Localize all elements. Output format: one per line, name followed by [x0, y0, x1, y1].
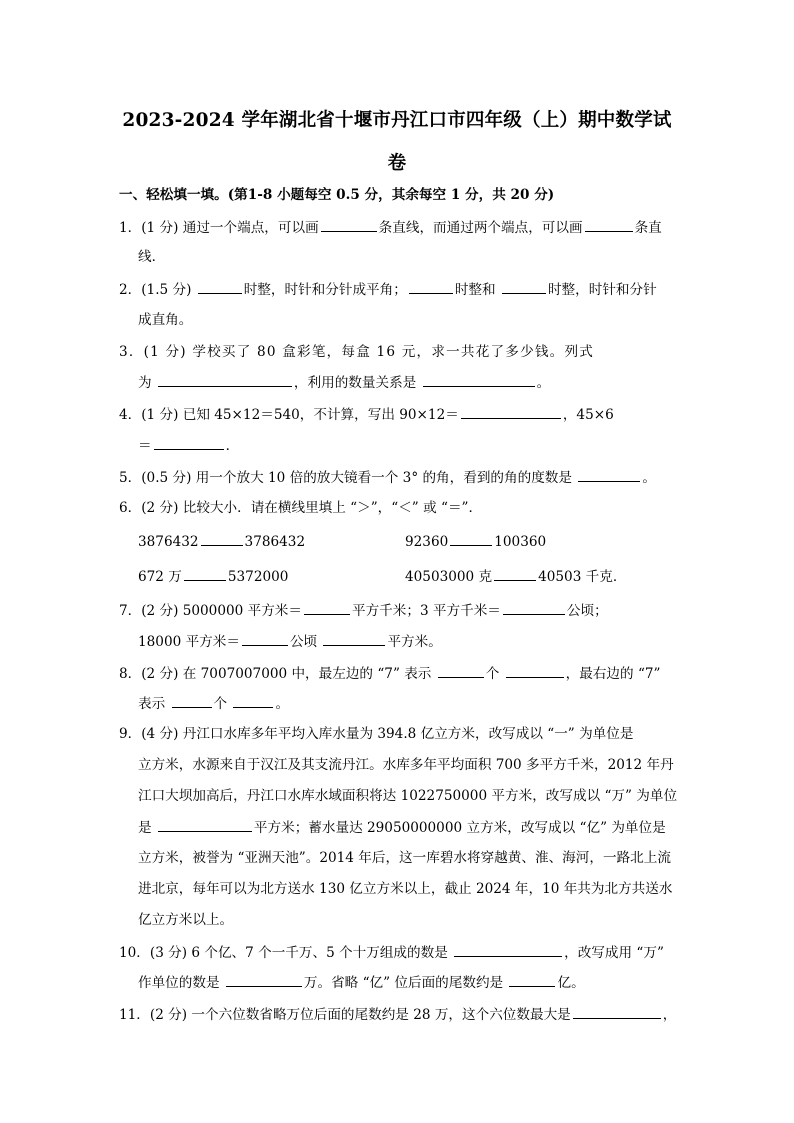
answer-blank[interactable] — [201, 532, 243, 546]
q6-compare-4 — [405, 567, 626, 586]
answer-blank[interactable] — [461, 405, 561, 419]
q9-line-3: 江口大坝加高后，丹江口水库水域面积将达 1022750000 平方米，改写成以 “万” 为单位 — [138, 788, 678, 804]
q6-text-a: 6．(2 分) 比较大小．请在横线里填上 “＞”，“＜” 或 “＝”． — [119, 500, 483, 516]
q6-compare-1 — [138, 532, 305, 551]
answer-blank[interactable] — [198, 280, 242, 294]
q9-line-7: 亿立方米以上。 — [138, 912, 234, 928]
q1-text-b: 条直线，而通过两个端点，可以画 — [378, 220, 583, 236]
q8-text-b: 个 — [485, 666, 500, 682]
q7-text-a: 7．(2 分) 5000000 平方米＝ — [119, 603, 302, 619]
q7-text-d: 18000 平方米＝ — [138, 634, 240, 650]
question-3-line2 — [138, 373, 550, 392]
answer-blank[interactable] — [502, 280, 546, 294]
answer-blank[interactable] — [242, 632, 288, 646]
answer-blank[interactable] — [494, 567, 536, 581]
q9-line-2: 立方米，水源来自于汉江及其支流丹江。水库多年平均面积 700 多平方千米，2012 年丹 — [138, 757, 674, 773]
q9-text: 平方米；蓄水量达 29050000000 立方米，改写成以 “亿” 为单位是 — [253, 820, 666, 836]
question-4-line2 — [138, 436, 239, 455]
question-7 — [119, 601, 608, 620]
exam-title-line2: 卷 — [387, 153, 407, 174]
answer-blank[interactable] — [233, 694, 273, 708]
answer-blank[interactable] — [573, 1005, 661, 1019]
q6-value: 40503 千克． — [538, 569, 627, 585]
q3-text-b: 为 — [138, 375, 152, 391]
answer-blank[interactable] — [454, 943, 562, 957]
q6-value: 672 万 — [138, 569, 182, 585]
question-8-line2 — [138, 694, 289, 713]
q2-text-d: 时整，时针和分针 — [547, 282, 657, 298]
q7-text-b: 平方千米；3 平方千米＝ — [351, 603, 501, 619]
answer-blank[interactable] — [438, 664, 484, 678]
answer-blank[interactable] — [154, 436, 224, 450]
q2-text-e: 成直角。 — [138, 312, 193, 328]
question-4 — [119, 405, 614, 424]
section-heading: 一、轻松填一填。(第1-8 小题每空 0.5 分，其余每空 1 分，共 20 分) — [119, 187, 555, 203]
q10-text-b: ，改写成用 “万” — [564, 945, 664, 961]
q11-text-a: 11．(2 分) 一个六位数省略万位后面的尾数约是 28 万，这个六位数最大是 — [119, 1007, 571, 1023]
question-10-line2 — [138, 973, 585, 992]
q3-text-a: 3．(1 分) 学校买了 80 盒彩笔，每盒 16 元，求一共花了多少钱。列式 — [119, 344, 595, 360]
q1-text-c: 条直 — [634, 220, 662, 236]
q9-line-1: 9．(4 分) 丹江口水库多年平均入库水量为 394.8 亿立方米，改写成以 “一” 为单位是 — [119, 726, 634, 742]
q6-compare-3 — [138, 567, 288, 586]
question-2 — [119, 280, 657, 299]
q2-text-b: 时整，时针和分针成平角； — [243, 282, 407, 298]
q5-text-b: 。 — [642, 470, 656, 486]
q2-text-a: 2．(1.5 分) — [119, 282, 192, 298]
answer-blank[interactable] — [503, 601, 565, 615]
q4-text-b: ，45×6 — [562, 407, 614, 423]
answer-blank[interactable] — [509, 973, 555, 987]
q8-text-a: 8．(2 分) 在 7007007000 中，最左边的 “7” 表示 — [119, 666, 432, 682]
question-10 — [119, 943, 664, 962]
q6-value: 100360 — [494, 534, 547, 550]
answer-blank[interactable] — [158, 373, 292, 387]
q10-text-d: 万。省略 “亿” 位后面的尾数约是 — [303, 975, 504, 991]
q9-line-4 — [138, 818, 666, 837]
question-1 — [119, 218, 662, 237]
answer-blank[interactable] — [158, 818, 252, 832]
q4-text-a: 4．(1 分) 已知 45×12＝540，不计算，写出 90×12＝ — [119, 407, 459, 423]
q8-text-e: 个 — [213, 696, 228, 712]
q10-text-a: 10．(3 分) 6 个亿、7 个一千万、5 个十万组成的数是 — [119, 945, 448, 961]
q6-value: 3876432 — [138, 534, 199, 550]
question-11 — [119, 1005, 676, 1024]
q1-text-d: 线． — [138, 249, 166, 265]
q10-text-e: 亿。 — [557, 975, 585, 991]
answer-blank[interactable] — [184, 567, 226, 581]
q6-value: 3786432 — [244, 534, 306, 550]
answer-blank[interactable] — [323, 632, 385, 646]
q6-value: 40503000 克 — [405, 569, 493, 585]
q4-text-d: ． — [225, 438, 240, 454]
answer-blank[interactable] — [578, 468, 640, 482]
answer-blank[interactable] — [585, 218, 633, 232]
answer-blank[interactable] — [409, 280, 453, 294]
q7-text-e: 公顷 — [289, 634, 318, 650]
q5-text-a: 5．(0.5 分) 用一个放大 10 倍的放大镜看一个 3° 的角，看到的角的度数是 — [119, 470, 572, 486]
q8-text-c: ，最右边的 “7” — [565, 666, 661, 682]
question-7-line2 — [138, 632, 442, 651]
answer-blank[interactable] — [423, 373, 535, 387]
answer-blank[interactable] — [450, 532, 492, 546]
question-5 — [119, 468, 656, 487]
q6-value: 92360 — [405, 534, 449, 550]
q6-compare-2 — [405, 532, 546, 551]
answer-blank[interactable] — [172, 694, 212, 708]
q8-text-f: 。 — [275, 696, 290, 712]
answer-blank[interactable] — [506, 664, 564, 678]
q9-line-5: 立方米，被誉为 “亚洲天池”。2014 年后，这一库碧水将穿越黄、淮、海河，一路北上流 — [138, 850, 671, 866]
q1-text-a: 1．(1 分) 通过一个端点，可以画 — [119, 220, 319, 236]
q9-line-6: 进北京，每年可以为北方送水 130 亿立方米以上，截止 2024 年，10 年共为北方共送水 — [138, 881, 673, 897]
q7-text-f: 平方米。 — [387, 634, 442, 650]
q3-text-d: 。 — [536, 375, 551, 391]
q11-text-b: ， — [662, 1007, 677, 1023]
q7-text-c: 公顷； — [566, 603, 608, 619]
exam-title-line1: 2023-2024 学年湖北省十堰市丹江口市四年级（上）期中数学试 — [122, 110, 672, 131]
answer-blank[interactable] — [304, 601, 350, 615]
q2-text-c: 时整和 — [454, 282, 496, 298]
q8-text-d: 表示 — [138, 696, 166, 712]
q4-text-c: ＝ — [138, 438, 152, 454]
answer-blank[interactable] — [226, 973, 302, 987]
q6-value: 5372000 — [227, 569, 289, 585]
answer-blank[interactable] — [321, 218, 377, 232]
q9-text: 是 — [138, 820, 152, 836]
question-8 — [119, 664, 661, 683]
q3-text-c: ，利用的数量关系是 — [293, 375, 417, 391]
q10-text-c: 作单位的数是 — [138, 975, 220, 991]
